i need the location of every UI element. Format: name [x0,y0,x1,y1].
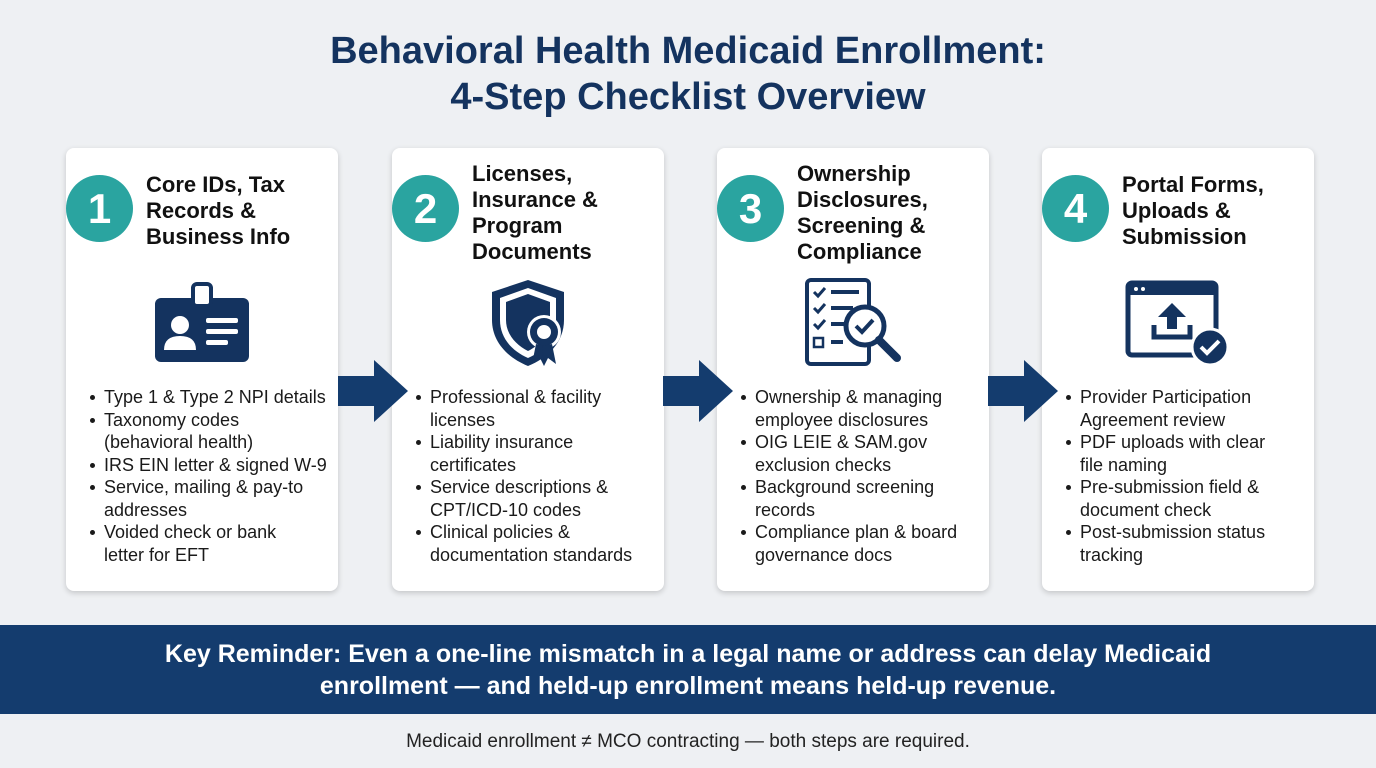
bullet-line: letter for EFT [104,544,210,565]
step-bullets [90,386,330,566]
arrow-right-icon [986,358,1060,424]
bullet-line: exclusion checks [755,454,892,475]
step-card-4 [1042,148,1314,591]
bullet-line: Compliance plan & board [755,522,958,542]
bullet-line: CPT/ICD-10 codes [430,499,582,520]
step-title [472,161,650,265]
step-bullets [416,386,656,566]
step-title-line: Records & [146,198,257,223]
bullet-line: Professional & facility [430,387,602,407]
step-number-badge: 1 [66,175,133,242]
list-item [1066,431,1306,476]
step-title-line: Licenses, [472,161,573,186]
bullet-line: Provider Participation [1080,387,1252,407]
bullet-line: file naming [1080,454,1168,475]
title-line-2: 4-Step Checklist Overview [450,76,926,118]
banner-line-2: enrollment — and held-up enrollment means held-up revenue. [319,672,1057,700]
bullet-line: Service descriptions & [430,477,609,497]
title-line-1: Behavioral Health Medicaid Enrollment: [330,30,1046,72]
step-title-line: Screening & [797,213,926,238]
key-reminder-banner [0,625,1376,714]
bullet-line: PDF uploads with clear [1080,432,1266,452]
page-title [0,28,1376,120]
list-item [1066,476,1306,521]
step-card-3 [717,148,989,591]
bullet-line: records [755,499,816,520]
checklist-magnifier-icon [717,276,989,372]
banner-line-1: Key Reminder: Even a one-line mismatch in a legal name or address can delay Medicaid [164,640,1212,668]
list-item [741,476,981,521]
step-title-line: Ownership [797,161,911,186]
step-title [797,161,975,265]
step-title-line: Insurance & [472,187,598,212]
list-item [90,476,330,521]
bullet-line: governance docs [755,544,893,565]
step-title-line: Submission [1122,224,1247,249]
bullet-line: (behavioral health) [104,432,254,452]
bullet-line: certificates [430,454,517,475]
bullet-line: licenses [430,409,496,430]
step-number-badge: 2 [392,175,459,242]
bullet-line: Post-submission status [1080,522,1266,542]
list-item [90,454,330,477]
list-item [416,431,656,476]
step-title-line: Documents [472,239,592,264]
bullet-line: Taxonomy codes [104,409,240,430]
arrow-right-icon [661,358,735,424]
step-card-2 [392,148,664,591]
list-item [416,386,656,431]
step-title [146,172,324,250]
step-bullets [1066,386,1306,566]
list-item [90,409,330,454]
step-title [1122,172,1300,250]
bullet-line: documentation standards [430,544,633,565]
step-title-line: Core IDs, Tax [146,172,285,197]
bullet-line: Agreement review [1080,409,1226,430]
bullet-line: IRS EIN letter & signed W-9 [104,454,327,475]
shield-certificate-icon [392,276,664,372]
bullet-line: Ownership & managing [755,387,943,407]
list-item [741,431,981,476]
list-item [90,386,330,409]
list-item [1066,521,1306,566]
list-item [90,521,330,566]
list-item [741,386,981,431]
step-title-line: Disclosures, [797,187,928,212]
list-item [741,521,981,566]
bullet-line: Pre-submission field & [1080,477,1260,497]
footer-note: Medicaid enrollment ≠ MCO contracting — both steps are required. [406,731,970,752]
step-title-line: Portal Forms, [1122,172,1264,197]
bullet-line: OIG LEIE & SAM.gov [755,432,928,452]
step-title-line: Business Info [146,224,291,249]
bullet-line: Liability insurance [430,432,574,452]
bullet-line: document check [1080,499,1212,520]
list-item [416,476,656,521]
step-title-line: Uploads & [1122,198,1231,223]
bullet-line: employee disclosures [755,409,929,430]
list-item [416,521,656,566]
step-title-line: Program [472,213,563,238]
arrow-right-icon [336,358,410,424]
id-badge-icon [66,276,338,372]
step-number-badge: 3 [717,175,784,242]
bullet-line: Voided check or bank [104,522,277,542]
bullet-line: Background screening [755,477,935,497]
bullet-line: tracking [1080,544,1144,565]
bullet-line: Service, mailing & pay-to [104,477,304,497]
bullet-line: Clinical policies & [430,522,571,542]
list-item [1066,386,1306,431]
bullet-line: addresses [104,499,188,520]
upload-window-icon [1042,276,1314,372]
step-title-line: Compliance [797,239,922,264]
step-card-1 [66,148,338,591]
bullet-line: Type 1 & Type 2 NPI details [104,387,326,407]
step-number-badge: 4 [1042,175,1109,242]
step-bullets [741,386,981,566]
